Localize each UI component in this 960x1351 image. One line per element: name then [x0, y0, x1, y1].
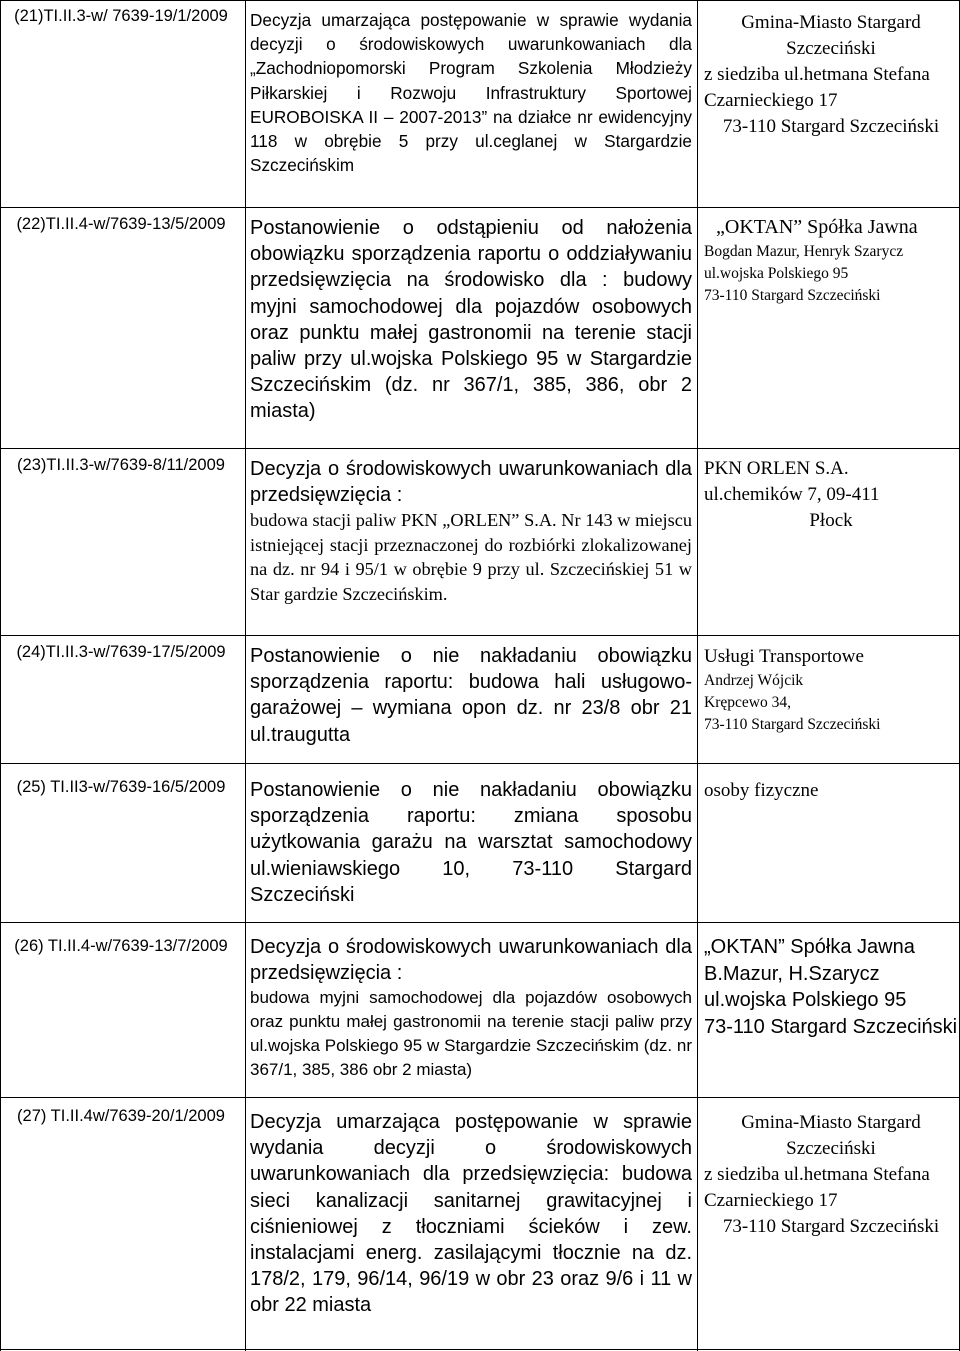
- row-divider: [0, 1097, 960, 1098]
- party-line: PKN ORLEN S.A.: [704, 458, 849, 479]
- column-divider-1: [245, 0, 246, 1351]
- row-22-description: [250, 211, 692, 425]
- case-number: (22)TI.II.4-w/7639-13/5/2009: [16, 215, 226, 233]
- row-25-description: [250, 773, 692, 908]
- row-divider: [0, 922, 960, 923]
- row-26-id: [2, 932, 240, 956]
- case-number: (24)TI.II.3-w/7639-17/5/2009: [16, 643, 226, 661]
- party-line: Bogdan Mazur, Henryk Szarycz: [704, 243, 904, 260]
- party-line: ul.wojska Polskiego 95: [704, 265, 849, 282]
- row-23-description: [250, 452, 692, 606]
- row-divider: [0, 207, 960, 208]
- party-line: Gmina-Miasto Stargard Szczeciński: [741, 12, 921, 59]
- row-24-party: [704, 640, 958, 736]
- row-27-description: [250, 1105, 692, 1319]
- party-line: ul.chemików 7, 09-411: [704, 484, 880, 505]
- party-line: B.Mazur, H.Szarycz: [704, 962, 880, 985]
- row-21-description: [250, 4, 692, 177]
- row-24-description: [250, 639, 692, 748]
- row-24-id: [2, 638, 240, 662]
- entry-text: Decyzja o środowiskowych uwarunkowaniach dla przedsięwzięcia :: [250, 458, 692, 507]
- party-line: 73-110 Stargard Szczeciński: [722, 1216, 940, 1237]
- party-line: Krępcewo 34,: [704, 694, 791, 711]
- entry-text: budowa stacji paliw PKN „ORLEN” S.A. Nr 143 w miejscu istniejącej stacji przeznaczonej do rozbiórki zlokalizowanej na dz. nr 94 i 95/1 w obrębie 9 przy ul. Szczecińskiej 51 w Star gardzie Szczecińskim.: [250, 510, 692, 604]
- party-line: Gmina-Miasto Stargard Szczeciński: [741, 1112, 921, 1159]
- party-line: 73-110 Stargard Szczeciński: [704, 287, 881, 304]
- case-number: (27) TI.II.4w/7639-20/1/2009: [17, 1107, 225, 1125]
- row-23-party: [704, 452, 958, 534]
- party-line: z siedziba ul.hetmana Stefana Czarnieckiego 17: [704, 64, 930, 111]
- party-line: Płock: [809, 510, 853, 531]
- row-divider: [0, 1349, 960, 1350]
- row-25-party: [704, 774, 958, 804]
- party-line: „OKTAN” Spółka Jawna: [704, 936, 915, 958]
- case-number: (21)TI.II.3-w/ 7639-19/1/2009: [14, 7, 228, 25]
- party-line: 73-110 Stargard Szczeciński: [704, 1015, 958, 1038]
- case-number: (25) TI.II3-w/7639-16/5/2009: [16, 778, 226, 796]
- row-27-party: [704, 1106, 958, 1240]
- party-line: Usługi Transportowe: [704, 646, 864, 667]
- row-divider: [0, 448, 960, 449]
- case-number: (23)TI.II.3-w/7639-8/11/2009: [17, 456, 225, 474]
- party-line: 73-110 Stargard Szczeciński: [704, 716, 881, 733]
- party-line: osoby fizyczne: [704, 780, 819, 801]
- entry-text: Postanowienie o odstąpieniu od nałożenia obowiązku sporządzenia raportu o oddziaływaniu przedsięwzięcia na środowisko dla : budowy myjni samochodowej dla pojazdów osobowych oraz punktu małej gastronomii na terenie stacji paliw przy ul.wojska Polskiego 95 w Stargardzie Szczecińskim (dz. nr 367/1, 385, 386, obr 2 miasta): [250, 217, 692, 423]
- row-divider: [0, 635, 960, 636]
- case-number: (26) TI.II.4-w/7639-13/7/2009: [14, 937, 228, 955]
- row-27-id: [2, 1102, 240, 1126]
- entry-text: Decyzja o środowiskowych uwarunkowaniach dla przedsięwzięcia :: [250, 936, 692, 985]
- entry-text: Postanowienie o nie nakładaniu obowiązku sporządzenia raportu: budowa hali usługowo-garażowej – wymiana opon dz. nr 23/8 obr 21 ul.traugutta: [250, 645, 692, 746]
- row-26-party: [704, 930, 958, 1040]
- party-line: „OKTAN” Spółka Jawna: [716, 216, 918, 238]
- row-25-id: [2, 773, 240, 797]
- entry-text: budowa myjni samochodowej dla pojazdów osobowych oraz punktu małej gastronomii na terenie stacji paliw przy ul.wojska Polskiego 95 w Stargardzie Szczecińskim (dz. nr 367/1, 385, 386 obr 2 miasta): [250, 988, 692, 1080]
- column-divider-2: [697, 0, 698, 1351]
- row-divider: [0, 0, 960, 1]
- row-26-description: [250, 930, 692, 1082]
- row-divider: [0, 763, 960, 764]
- party-line: 73-110 Stargard Szczeciński: [722, 116, 940, 137]
- entry-text: Decyzja umarzająca postępowanie w sprawie wydania decyzji o środowiskowych uwarunkowaniach dla „Zachodniopomorski Program Szkolenia Młodzieży Piłkarskiej i Rozwoju Infrastruktury Sportowej EUROBOISKA II – 2007-2013” na działce nr ewidencyjny 118 w obrębie 5 przy ul.ceglanej w Stargardzie Szczecińskim: [250, 10, 692, 176]
- entry-text: Decyzja umarzająca postępowanie w sprawie wydania decyzji o środowiskowych uwarunkowaniach dla przedsięwzięcia: budowa sieci kanalizacji sanitarnej grawitacyjnej i ciśnieniowej z tłoczniami ścieków i zew. instalacjami energ. zasilającymi tłocznie na dz. 178/2, 179, 96/14, 96/19 w obr 23 oraz 9/6 i 11 w obr 22 miasta: [250, 1111, 692, 1317]
- party-line: ul.wojska Polskiego 95: [704, 989, 907, 1011]
- party-line: z siedziba ul.hetmana Stefana Czarnieckiego 17: [704, 1164, 930, 1211]
- party-line: Andrzej Wójcik: [704, 672, 804, 689]
- entry-text: Postanowienie o nie nakładaniu obowiązku sporządzenia raportu: zmiana sposobu użytkowania garażu na warsztat samochodowy ul.wieniawskiego 10, 73-110 Stargard Szczeciński: [250, 779, 692, 906]
- row-21-party: [704, 6, 958, 140]
- row-23-id: [2, 451, 240, 475]
- row-22-party: [704, 210, 958, 307]
- row-22-id: [2, 210, 240, 234]
- row-21-id: [2, 2, 240, 26]
- column-divider-left: [0, 0, 1, 1351]
